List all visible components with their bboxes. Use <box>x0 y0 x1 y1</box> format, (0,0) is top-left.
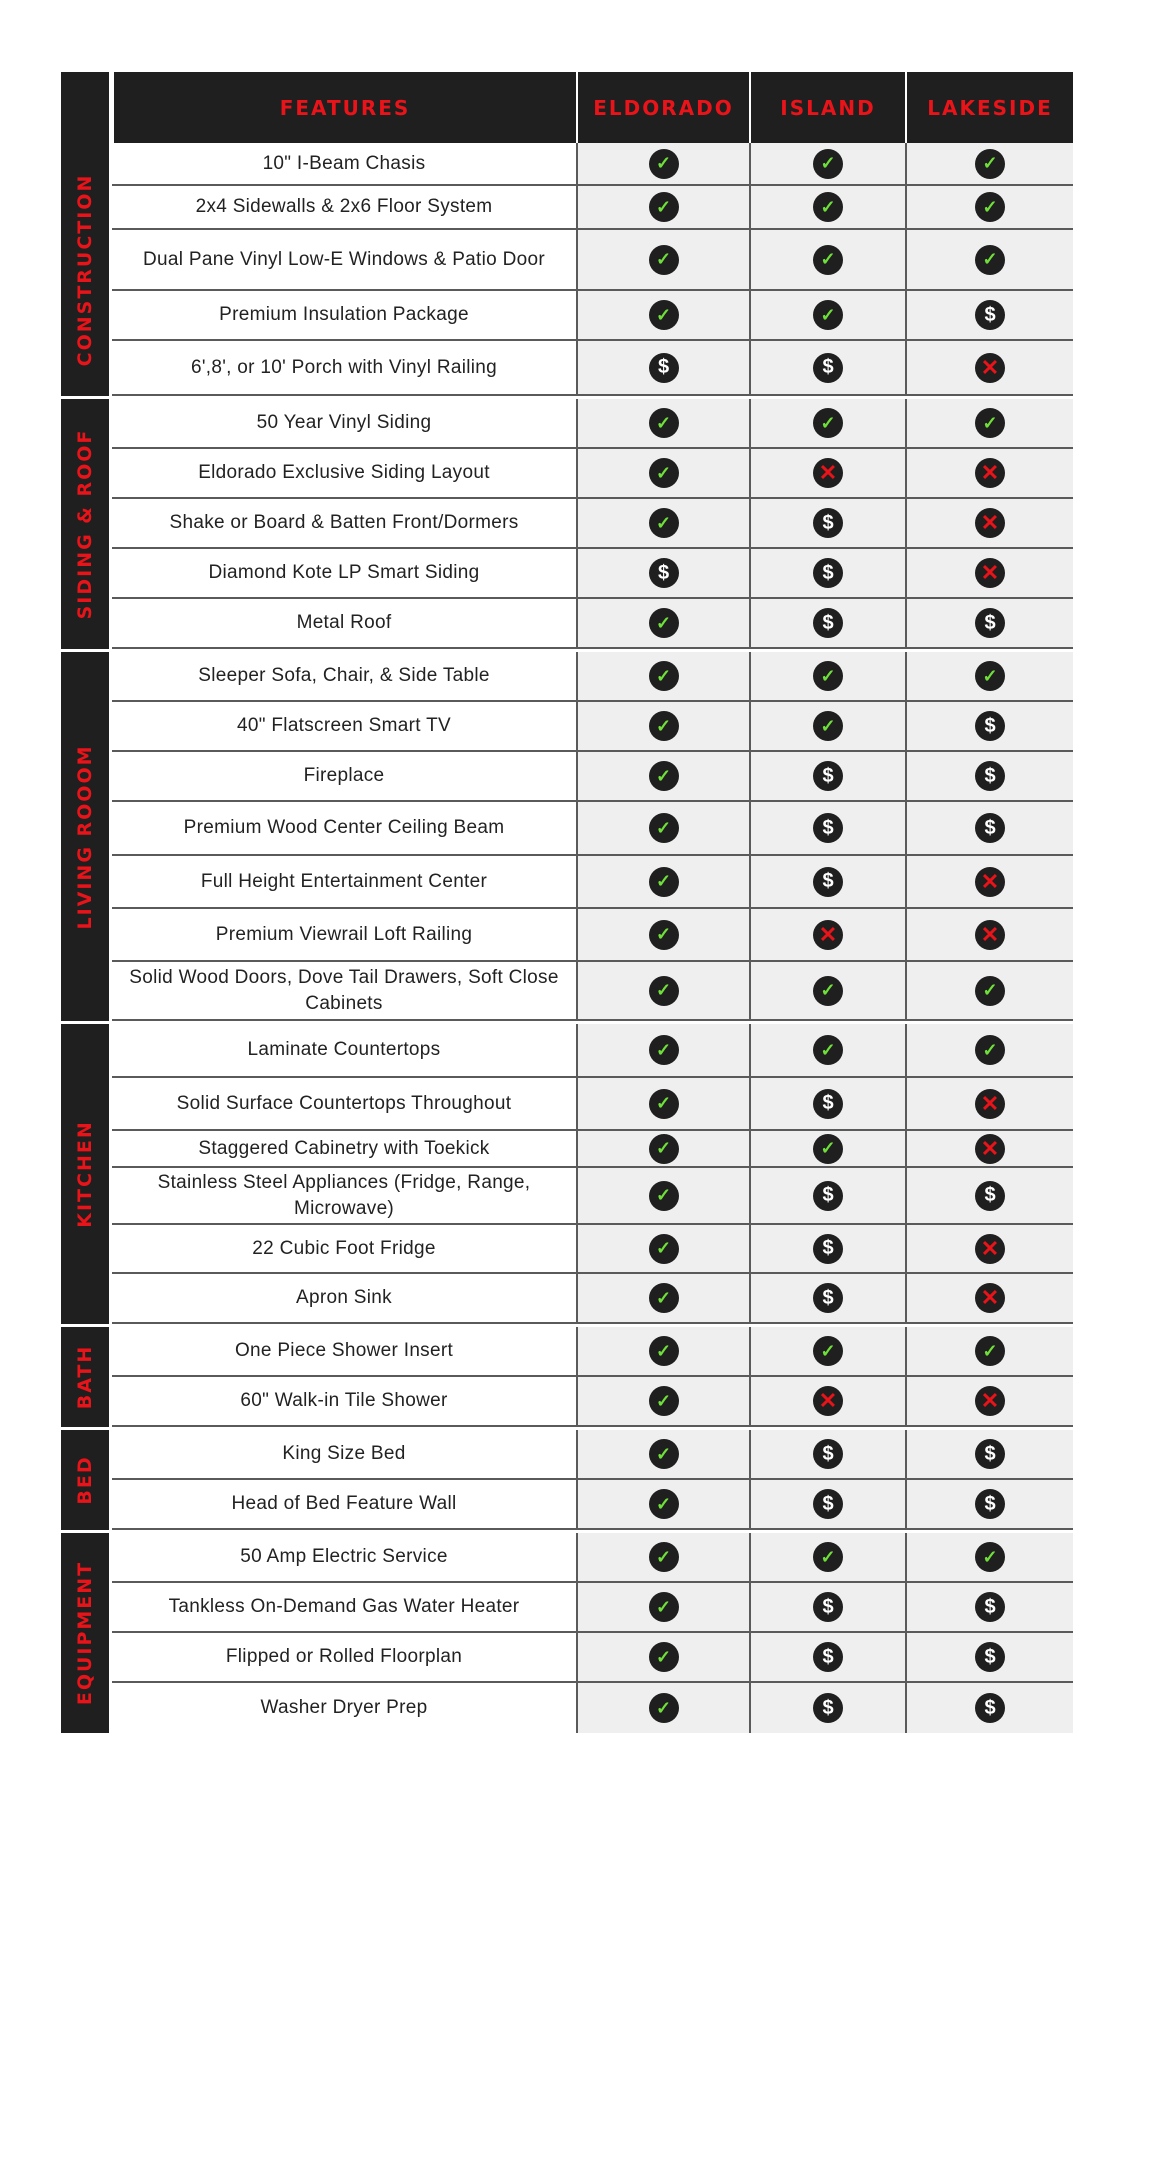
dollar-icon: $ <box>975 608 1005 638</box>
cross-icon: ✕ <box>813 920 843 950</box>
eldorado-cell <box>576 1583 749 1631</box>
table-row <box>112 802 1073 856</box>
dollar-icon: $ <box>813 1592 843 1622</box>
lakeside-cell <box>905 291 1073 339</box>
eldorado-cell <box>576 1078 749 1129</box>
feature-name: Shake or Board & Batten Front/Dormers <box>112 499 576 547</box>
feature-name: 10" I-Beam Chasis <box>112 143 576 184</box>
check-icon: ✓ <box>649 300 679 330</box>
feature-name: Premium Insulation Package <box>112 291 576 339</box>
table-row <box>112 549 1073 599</box>
feature-name: Apron Sink <box>112 1274 576 1322</box>
dollar-icon: $ <box>813 1489 843 1519</box>
cross-icon: ✕ <box>975 1283 1005 1313</box>
section-rows <box>112 1327 1073 1427</box>
check-icon: ✓ <box>649 1489 679 1519</box>
island-cell <box>749 652 905 700</box>
dollar-icon: $ <box>975 1642 1005 1672</box>
check-icon: ✓ <box>649 608 679 638</box>
eldorado-cell <box>576 702 749 750</box>
check-icon: ✓ <box>649 1542 679 1572</box>
feature-name: Premium Viewrail Loft Railing <box>112 909 576 960</box>
cross-icon: ✕ <box>975 353 1005 383</box>
section-label <box>61 652 109 1021</box>
lakeside-cell <box>905 1377 1073 1425</box>
island-cell <box>749 549 905 597</box>
table-row <box>112 909 1073 962</box>
header-eldorado: ELDORADO <box>576 72 749 143</box>
table-row <box>112 230 1073 291</box>
check-icon: ✓ <box>975 192 1005 222</box>
cross-icon: ✕ <box>813 1386 843 1416</box>
header-features: FEATURES <box>112 72 576 143</box>
check-icon: ✓ <box>649 867 679 897</box>
island-cell <box>749 599 905 647</box>
eldorado-cell <box>576 143 749 184</box>
check-icon: ✓ <box>649 1439 679 1469</box>
table-row <box>112 1633 1073 1683</box>
feature-name: 2x4 Sidewalls & 2x6 Floor System <box>112 186 576 228</box>
lakeside-cell <box>905 549 1073 597</box>
lakeside-cell <box>905 1533 1073 1581</box>
lakeside-cell <box>905 449 1073 497</box>
section-label <box>61 1327 109 1427</box>
table-row <box>112 399 1073 449</box>
eldorado-cell <box>576 549 749 597</box>
section-kitchen <box>61 1021 1073 1324</box>
table-row <box>112 962 1073 1021</box>
check-icon: ✓ <box>813 1035 843 1065</box>
table-row <box>112 1225 1073 1274</box>
section-equipment <box>61 1530 1073 1733</box>
dollar-icon: $ <box>813 1693 843 1723</box>
eldorado-cell <box>576 230 749 289</box>
dollar-icon: $ <box>813 761 843 791</box>
eldorado-cell <box>576 856 749 907</box>
eldorado-cell <box>576 1633 749 1681</box>
check-icon: ✓ <box>813 976 843 1006</box>
check-icon: ✓ <box>649 661 679 691</box>
section-rows <box>112 1024 1073 1324</box>
check-icon: ✓ <box>813 1336 843 1366</box>
check-icon: ✓ <box>975 1336 1005 1366</box>
check-icon: ✓ <box>813 711 843 741</box>
island-cell <box>749 1480 905 1528</box>
eldorado-cell <box>576 449 749 497</box>
lakeside-cell <box>905 856 1073 907</box>
eldorado-cell <box>576 752 749 800</box>
table-row <box>112 1024 1073 1078</box>
check-icon: ✓ <box>649 920 679 950</box>
section-rows <box>112 1430 1073 1530</box>
check-icon: ✓ <box>649 711 679 741</box>
eldorado-cell <box>576 1480 749 1528</box>
lakeside-cell <box>905 399 1073 447</box>
cross-icon: ✕ <box>975 458 1005 488</box>
feature-name: Solid Wood Doors, Dove Tail Drawers, Soft Close Cabinets <box>112 962 576 1019</box>
island-cell <box>749 341 905 394</box>
dollar-icon: $ <box>813 813 843 843</box>
dollar-icon: $ <box>649 558 679 588</box>
island-cell <box>749 291 905 339</box>
island-cell <box>749 962 905 1019</box>
island-cell <box>749 1583 905 1631</box>
table-row <box>112 291 1073 341</box>
cross-icon: ✕ <box>975 920 1005 950</box>
eldorado-cell <box>576 802 749 854</box>
check-icon: ✓ <box>649 149 679 179</box>
lakeside-cell <box>905 499 1073 547</box>
eldorado-cell <box>576 1377 749 1425</box>
section-label-text: SIDING & ROOF <box>74 428 96 620</box>
eldorado-cell <box>576 291 749 339</box>
table-row <box>112 1078 1073 1131</box>
cross-icon: ✕ <box>975 1134 1005 1164</box>
section-label-text: KITCHEN <box>74 1120 96 1228</box>
lakeside-cell <box>905 1480 1073 1528</box>
dollar-icon: $ <box>813 1283 843 1313</box>
section-siding-roof <box>61 396 1073 649</box>
cross-icon: ✕ <box>975 1089 1005 1119</box>
check-icon: ✓ <box>649 761 679 791</box>
lakeside-cell <box>905 752 1073 800</box>
table-row <box>112 599 1073 649</box>
check-icon: ✓ <box>649 1181 679 1211</box>
dollar-icon: $ <box>975 1181 1005 1211</box>
dollar-icon: $ <box>813 608 843 638</box>
feature-name: Premium Wood Center Ceiling Beam <box>112 802 576 854</box>
lakeside-cell <box>905 702 1073 750</box>
lakeside-cell <box>905 341 1073 394</box>
table-row <box>112 702 1073 752</box>
feature-name: Solid Surface Countertops Throughout <box>112 1078 576 1129</box>
feature-name: Diamond Kote LP Smart Siding <box>112 549 576 597</box>
check-icon: ✓ <box>975 1035 1005 1065</box>
section-rows <box>112 652 1073 1021</box>
eldorado-cell <box>576 1533 749 1581</box>
section-bed <box>61 1427 1073 1530</box>
check-icon: ✓ <box>649 458 679 488</box>
lakeside-cell <box>905 1024 1073 1076</box>
lakeside-cell <box>905 1225 1073 1272</box>
eldorado-cell <box>576 1131 749 1166</box>
feature-name: King Size Bed <box>112 1430 576 1478</box>
feature-name: Stainless Steel Appliances (Fridge, Range, Microwave) <box>112 1168 576 1223</box>
check-icon: ✓ <box>649 1234 679 1264</box>
feature-name: Tankless On-Demand Gas Water Heater <box>112 1583 576 1631</box>
eldorado-cell <box>576 1327 749 1375</box>
lakeside-cell <box>905 143 1073 184</box>
island-cell <box>749 1078 905 1129</box>
lakeside-cell <box>905 909 1073 960</box>
island-cell <box>749 1683 905 1733</box>
dollar-icon: $ <box>975 1439 1005 1469</box>
feature-name: 50 Year Vinyl Siding <box>112 399 576 447</box>
lakeside-cell <box>905 1168 1073 1223</box>
table-header <box>61 72 1073 143</box>
lakeside-cell <box>905 1078 1073 1129</box>
eldorado-cell <box>576 1225 749 1272</box>
island-cell <box>749 909 905 960</box>
dollar-icon: $ <box>975 813 1005 843</box>
dollar-icon: $ <box>813 558 843 588</box>
section-label <box>61 1024 109 1324</box>
check-icon: ✓ <box>649 813 679 843</box>
feature-name: 50 Amp Electric Service <box>112 1533 576 1581</box>
section-label <box>61 1533 109 1733</box>
check-icon: ✓ <box>813 300 843 330</box>
island-cell <box>749 1377 905 1425</box>
lakeside-cell <box>905 1131 1073 1166</box>
lakeside-cell <box>905 1430 1073 1478</box>
feature-name: Metal Roof <box>112 599 576 647</box>
feature-name: 22 Cubic Foot Fridge <box>112 1225 576 1272</box>
section-label <box>61 143 109 396</box>
eldorado-cell <box>576 1024 749 1076</box>
lakeside-cell <box>905 599 1073 647</box>
cross-icon: ✕ <box>975 558 1005 588</box>
feature-name: Staggered Cabinetry with Toekick <box>112 1131 576 1166</box>
island-cell <box>749 399 905 447</box>
island-cell <box>749 856 905 907</box>
lakeside-cell <box>905 1683 1073 1733</box>
check-icon: ✓ <box>975 1542 1005 1572</box>
dollar-icon: $ <box>813 1439 843 1469</box>
check-icon: ✓ <box>813 1542 843 1572</box>
check-icon: ✓ <box>813 661 843 691</box>
lakeside-cell <box>905 1583 1073 1631</box>
check-icon: ✓ <box>649 508 679 538</box>
section-label <box>61 1430 109 1530</box>
eldorado-cell <box>576 1274 749 1322</box>
check-icon: ✓ <box>813 245 843 275</box>
dollar-icon: $ <box>975 1489 1005 1519</box>
island-cell <box>749 186 905 228</box>
check-icon: ✓ <box>975 661 1005 691</box>
dollar-icon: $ <box>649 353 679 383</box>
table-row <box>112 1377 1073 1427</box>
eldorado-cell <box>576 909 749 960</box>
island-cell <box>749 1533 905 1581</box>
eldorado-cell <box>576 499 749 547</box>
feature-name: Full Height Entertainment Center <box>112 856 576 907</box>
table-row <box>112 186 1073 230</box>
island-cell <box>749 499 905 547</box>
eldorado-cell <box>576 962 749 1019</box>
section-label <box>61 399 109 649</box>
table-row <box>112 1533 1073 1583</box>
check-icon: ✓ <box>975 245 1005 275</box>
check-icon: ✓ <box>649 1642 679 1672</box>
section-rows <box>112 399 1073 649</box>
table-row <box>112 652 1073 702</box>
check-icon: ✓ <box>649 1693 679 1723</box>
feature-name: Head of Bed Feature Wall <box>112 1480 576 1528</box>
dollar-icon: $ <box>975 300 1005 330</box>
dollar-icon: $ <box>813 1642 843 1672</box>
check-icon: ✓ <box>649 192 679 222</box>
dollar-icon: $ <box>813 353 843 383</box>
lakeside-cell <box>905 186 1073 228</box>
lakeside-cell <box>905 1274 1073 1322</box>
feature-name: Washer Dryer Prep <box>112 1683 576 1733</box>
table-row <box>112 1430 1073 1480</box>
check-icon: ✓ <box>813 192 843 222</box>
table-row <box>112 1274 1073 1324</box>
island-cell <box>749 449 905 497</box>
dollar-icon: $ <box>975 711 1005 741</box>
section-label-text: CONSTRUCTION <box>74 173 96 366</box>
table-row <box>112 1583 1073 1633</box>
island-cell <box>749 702 905 750</box>
table-row <box>112 449 1073 499</box>
island-cell <box>749 1168 905 1223</box>
feature-name: Dual Pane Vinyl Low-E Windows & Patio Door <box>112 230 576 289</box>
dollar-icon: $ <box>813 1234 843 1264</box>
eldorado-cell <box>576 1683 749 1733</box>
section-label-text: BATH <box>74 1344 96 1410</box>
section-living-rooom <box>61 649 1073 1021</box>
check-icon: ✓ <box>649 1592 679 1622</box>
cross-icon: ✕ <box>975 867 1005 897</box>
check-icon: ✓ <box>649 1089 679 1119</box>
check-icon: ✓ <box>649 1283 679 1313</box>
check-icon: ✓ <box>649 1035 679 1065</box>
cross-icon: ✕ <box>813 458 843 488</box>
table-row <box>112 143 1073 186</box>
eldorado-cell <box>576 599 749 647</box>
section-label-text: LIVING ROOOM <box>74 743 96 930</box>
island-cell <box>749 1274 905 1322</box>
island-cell <box>749 1327 905 1375</box>
section-bath <box>61 1324 1073 1427</box>
check-icon: ✓ <box>649 1134 679 1164</box>
eldorado-cell <box>576 399 749 447</box>
lakeside-cell <box>905 802 1073 854</box>
eldorado-cell <box>576 341 749 394</box>
table-row <box>112 1327 1073 1377</box>
eldorado-cell <box>576 186 749 228</box>
dollar-icon: $ <box>975 1693 1005 1723</box>
section-label-text: BED <box>74 1455 96 1505</box>
header-island: ISLAND <box>749 72 905 143</box>
feature-name: Fireplace <box>112 752 576 800</box>
feature-name: Eldorado Exclusive Siding Layout <box>112 449 576 497</box>
table-row <box>112 856 1073 909</box>
cross-icon: ✕ <box>975 1234 1005 1264</box>
check-icon: ✓ <box>813 1134 843 1164</box>
dollar-icon: $ <box>975 761 1005 791</box>
table-body <box>61 143 1073 1733</box>
cross-icon: ✕ <box>975 508 1005 538</box>
lakeside-cell <box>905 1327 1073 1375</box>
table-row <box>112 1480 1073 1530</box>
feature-name: Sleeper Sofa, Chair, & Side Table <box>112 652 576 700</box>
table-row <box>112 1131 1073 1168</box>
check-icon: ✓ <box>975 149 1005 179</box>
section-construction <box>61 143 1073 396</box>
eldorado-cell <box>576 1430 749 1478</box>
table-row <box>112 752 1073 802</box>
eldorado-cell <box>576 1168 749 1223</box>
island-cell <box>749 752 905 800</box>
check-icon: ✓ <box>649 245 679 275</box>
feature-name: 40" Flatscreen Smart TV <box>112 702 576 750</box>
eldorado-cell <box>576 652 749 700</box>
check-icon: ✓ <box>649 1386 679 1416</box>
lakeside-cell <box>905 1633 1073 1681</box>
section-rows <box>112 143 1073 396</box>
feature-name: One Piece Shower Insert <box>112 1327 576 1375</box>
check-icon: ✓ <box>649 976 679 1006</box>
check-icon: ✓ <box>649 408 679 438</box>
cross-icon: ✕ <box>975 1386 1005 1416</box>
table-row <box>112 341 1073 396</box>
island-cell <box>749 1633 905 1681</box>
lakeside-cell <box>905 652 1073 700</box>
comparison-table <box>61 72 1073 1733</box>
table-row <box>112 1168 1073 1225</box>
dollar-icon: $ <box>813 1089 843 1119</box>
island-cell <box>749 1131 905 1166</box>
table-row <box>112 1683 1073 1733</box>
feature-name: Laminate Countertops <box>112 1024 576 1076</box>
check-icon: ✓ <box>649 1336 679 1366</box>
island-cell <box>749 1225 905 1272</box>
dollar-icon: $ <box>975 1592 1005 1622</box>
dollar-icon: $ <box>813 867 843 897</box>
island-cell <box>749 230 905 289</box>
section-label-text: EQUIPMENT <box>74 1560 96 1706</box>
dollar-icon: $ <box>813 1181 843 1211</box>
feature-name: Flipped or Rolled Floorplan <box>112 1633 576 1681</box>
dollar-icon: $ <box>813 508 843 538</box>
check-icon: ✓ <box>975 976 1005 1006</box>
check-icon: ✓ <box>975 408 1005 438</box>
island-cell <box>749 143 905 184</box>
feature-name: 6',8', or 10' Porch with Vinyl Railing <box>112 341 576 394</box>
island-cell <box>749 802 905 854</box>
header-corner <box>61 72 109 143</box>
table-row <box>112 499 1073 549</box>
check-icon: ✓ <box>813 408 843 438</box>
lakeside-cell <box>905 230 1073 289</box>
feature-name: 60" Walk-in Tile Shower <box>112 1377 576 1425</box>
section-rows <box>112 1533 1073 1733</box>
island-cell <box>749 1430 905 1478</box>
header-lakeside: LAKESIDE <box>905 72 1073 143</box>
lakeside-cell <box>905 962 1073 1019</box>
check-icon: ✓ <box>813 149 843 179</box>
island-cell <box>749 1024 905 1076</box>
